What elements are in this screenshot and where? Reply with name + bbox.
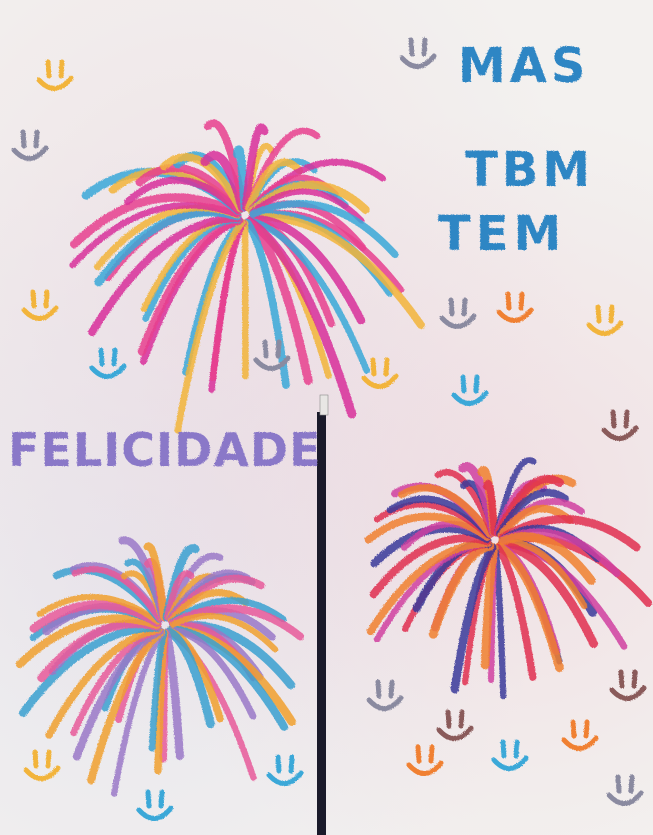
- smiley-face: [402, 40, 434, 67]
- smiley-face: [24, 292, 56, 319]
- smiley-face: [26, 752, 58, 779]
- smiley-face: [612, 672, 644, 699]
- smiley-face: [439, 712, 471, 739]
- text-tem: TEM: [438, 206, 567, 262]
- smiley-face: [494, 742, 526, 769]
- bottom-right-firework: [368, 460, 648, 696]
- smiley-face: [609, 777, 641, 804]
- smiley-face: [139, 792, 171, 819]
- divider-tape: [320, 395, 328, 415]
- bottom-left-firework: [20, 540, 300, 793]
- smiley-face: [92, 350, 124, 377]
- smiley-face: [564, 722, 596, 749]
- text-felicidade: FELICIDADE: [8, 423, 322, 477]
- text-tbm: TBM: [465, 142, 595, 198]
- smiley-face: [369, 682, 401, 709]
- smiley-face: [364, 360, 396, 387]
- smiley-face: [269, 757, 301, 784]
- text-mas: MAS: [458, 38, 590, 94]
- smiley-face: [454, 377, 486, 404]
- smiley-face: [604, 412, 636, 439]
- smiley-face: [499, 294, 531, 321]
- smiley-face: [589, 307, 621, 334]
- smiley-face: [14, 132, 46, 159]
- smiley-face: [39, 62, 71, 89]
- smiley-face: [409, 747, 441, 774]
- smiley-face: [442, 300, 474, 327]
